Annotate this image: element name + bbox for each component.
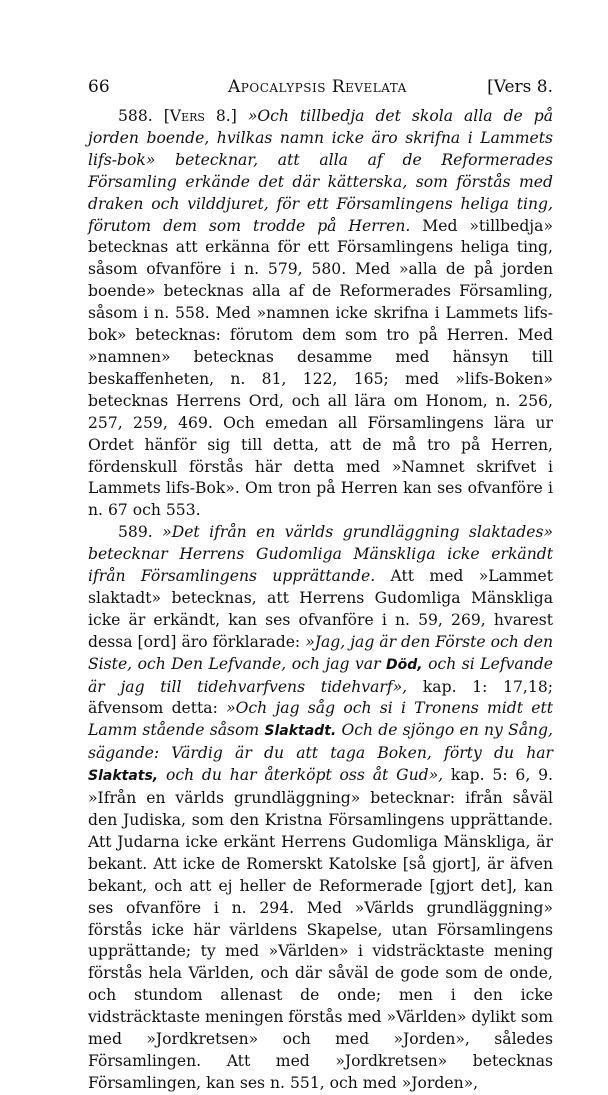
page-header [88,74,553,100]
paragraph-number: 589. [118,523,153,542]
scripture-quote: Och de sjöngo en ny Sång, sägande: Värdig är du att taga Boken, förty du har [88,721,553,763]
running-verse: [Vers 8. [487,77,553,97]
running-title: Apocalypsis Revelata [228,77,407,97]
paragraph-text: Med »tillbedja» betecknas att erkänna för ett Församlingens heliga ting, såsom ofvanföre i n. 579, 580. Med »alla de på jorden boende» betecknas alla af de Reformerades Församling, såsom i n. 558. Med »namnen icke skrifna i Lammets lifs-bok» betecknas: förutom dem som tro på Herren. Med »namnen» betecknas desamme med hänsyn till beskaffenheten, n. 81, 122, 165; med »lifs-Boken» betecknas Herrens Ord, och all lära om Honom, n. 256, 257, 259, 469. Och emedan all Församlingens lära ur Ordet hänför sig till detta, att de må tro på Herren, fördenskull förstås här detta med »Namnet skrifvet i Lammets lifs-Bok». Om tron på Herren kan ses ofvanföre i n. 67 och 553. [88,216,553,520]
emphasis-word: Slaktats, [88,768,159,785]
paragraph-quote: »Och tillbedja det skola alla de på jorden boende, hvilkas namn icke äro skrifna i Lammets lifs-bok» betecknar, att alla af de Reformerades Församling erkände det där kätterska, som förstås med draken och vilddjuret, för ett Församlingens heliga ting, förutom dem som trodde på Herren. [88,107,553,235]
paragraph-588 [88,106,553,522]
scripture-quote: och du har återköpt oss åt Gud», [165,766,444,785]
page-number: 66 [88,77,110,97]
scripture-quote: och si Lefvande är jag till tidehvarfvens tidehvarf», [88,654,553,696]
scripture-quote: »Och jag såg och si i Tronens midt ett Lamm stående såsom [88,699,553,740]
paragraph-text: kap. 5: 6, 9. »Ifrån en världs grundläggning» betecknar: ifrån såväl den Judiska, som den Kristna Församlingens upprättande. Att Judarna icke erkänt Herrens Gudomliga Mänskliga, är bekant. Att icke de Romerskt Katolske [så gjort], är äfven bekant, och att ej heller de Reformerade [gjort det], kan ses ofvanföre i n. 294. Med »Världs grundläggning» förstås icke här världens Skapelse, utan Församlingens upprättande; ty med »Världen» i vidsträcktaste mening förstås hela Världen, och där såväl de gode som de onde, och stundom allenast de onde; men i den icke vidsträcktaste meningen förstås med »Världen» dylikt som med »Jordkretsen» och med »Jorden», således Församlingen. Att med »Jordkretsen» betecknas Församlingen, kan ses n. 551, och med »Jorden», [88,766,553,1092]
paragraph-589 [88,522,553,1095]
scripture-quote: »Jag, jag är den Förste och den Siste, och Den Lefvande, och jag var [88,632,553,673]
body-text [88,106,553,1095]
verse-reference: [Vers 8.] [163,107,237,125]
emphasis-word: Död, [386,656,423,673]
paragraph-quote: »Det ifrån en världs grundläggning slaktades» betecknar Herrens Gudomliga Mänskliga icke erkändt ifrån Församlingens upprättande. [88,523,553,586]
paragraph-text: Att med »Lammet slaktadt» betecknas, att Herrens Gudomliga Mänskliga icke är erkändt, kan ses ofvanföre i n. 59, 269, hvarest dessa [ord] äro förklarade: [88,567,553,651]
paragraph-text: kap. 1: 17,18; äfvensom detta: [88,677,553,718]
emphasis-word: Slaktadt. [264,723,337,740]
paragraph-number: 588. [118,107,153,125]
